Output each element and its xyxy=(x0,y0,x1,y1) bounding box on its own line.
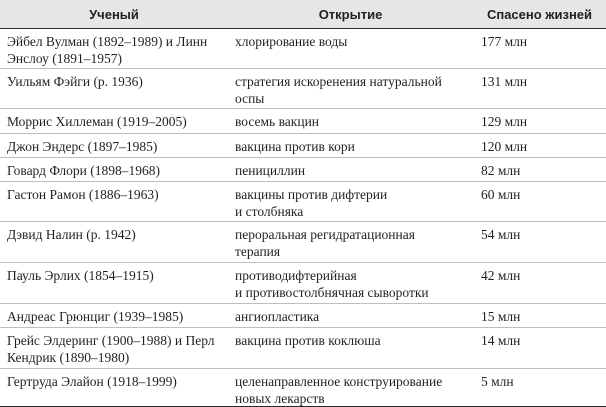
lives-saved-cell: 14 млн xyxy=(481,333,521,348)
table-row xyxy=(0,29,606,69)
lives-saved-cell: 82 млн xyxy=(481,163,521,178)
lives-saved-cell: 42 млн xyxy=(481,268,521,283)
header-scientist: Ученый xyxy=(89,6,139,22)
table-row xyxy=(0,182,606,222)
scientist-cell: Говард Флори (1898–1968) xyxy=(7,163,160,178)
lives-saved-cell: 54 млн xyxy=(481,227,521,242)
table-row xyxy=(0,328,606,369)
scientist-cell: Дэвид Налин (р. 1942) xyxy=(7,227,136,242)
discovery-cell: целенаправленное конструирование новых лекарств xyxy=(235,374,443,406)
table-row xyxy=(0,263,606,304)
table-row xyxy=(0,222,606,263)
discovery-cell: восемь вакцин xyxy=(235,114,320,129)
discovery-cell: вакцины против дифтерии и столбняка xyxy=(235,187,388,219)
header-lives-saved: Спасено жизней xyxy=(486,6,593,22)
lives-saved-cell: 60 млн xyxy=(481,187,521,202)
lives-saved-cell: 5 млн xyxy=(481,374,514,389)
scientist-cell: Джон Эндерс (1897–1985) xyxy=(7,139,158,154)
discovery-cell: стратегия искоренения натуральной оспы xyxy=(235,74,442,106)
scientist-cell: Моррис Хиллеман (1919–2005) xyxy=(7,114,187,129)
scientist-cell: Грейс Элдеринг (1900–1988) и Перл Кендрик (1890–1980) xyxy=(7,333,215,365)
lives-saved-cell: 177 млн xyxy=(481,34,528,49)
scientist-cell: Андреас Грюнциг (1939–1985) xyxy=(7,309,184,324)
scientist-cell: Гастон Рамон (1886–1963) xyxy=(7,187,159,202)
table-header xyxy=(0,0,606,29)
lives-saved-cell: 120 млн xyxy=(481,139,528,154)
table-row xyxy=(0,369,606,407)
lives-saved-cell: 131 млн xyxy=(481,74,528,89)
discovery-cell: вакцина против коклюша xyxy=(235,333,381,348)
discovery-cell: противодифтерийная и противостолбнячная сыворотки xyxy=(235,268,429,300)
discovery-cell: вакцина против кори xyxy=(235,139,355,154)
discovery-cell: пероральная регидратационная терапия xyxy=(235,227,415,259)
scientist-cell: Пауль Эрлих (1854–1915) xyxy=(7,268,154,283)
table-row xyxy=(0,158,606,182)
scientist-cell: Гертруда Элайон (1918–1999) xyxy=(7,374,177,389)
scientist-cell: Уильям Фэйги (р. 1936) xyxy=(7,74,143,89)
lives-saved-cell: 129 млн xyxy=(481,114,528,129)
scientist-cell: Эйбел Вулман (1892–1989) и Линн Энслоу (1891–1957) xyxy=(7,34,208,66)
discovery-cell: хлорирование воды xyxy=(235,34,348,49)
table-row xyxy=(0,69,606,109)
table-row xyxy=(0,134,606,158)
lives-saved-cell: 15 млн xyxy=(481,309,521,324)
discovery-cell: ангиопластика xyxy=(235,309,320,324)
discovery-cell: пенициллин xyxy=(235,163,306,178)
table-row xyxy=(0,109,606,134)
table-row xyxy=(0,304,606,328)
header-discovery: Открытие xyxy=(318,6,383,22)
